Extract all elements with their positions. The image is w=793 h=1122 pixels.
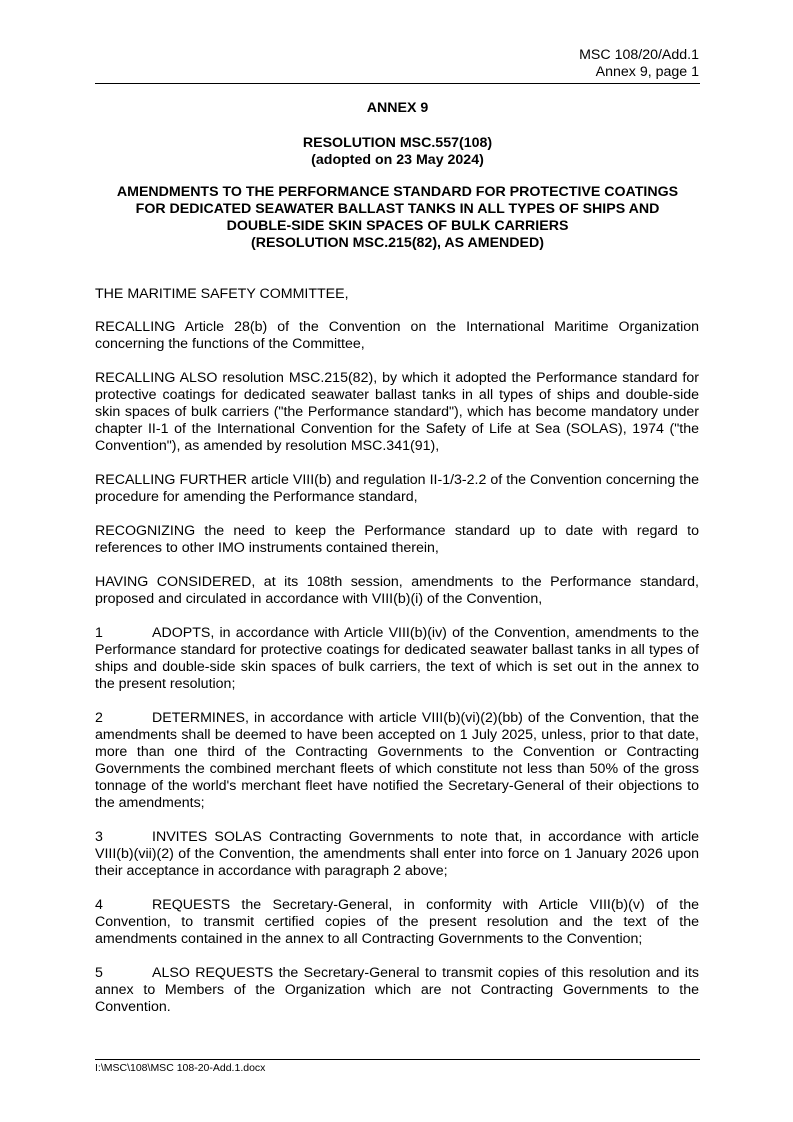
paragraph-number: 4: [95, 897, 103, 913]
resolution-heading: [96, 135, 699, 169]
page-reference: Annex 9, page 1: [595, 64, 699, 80]
resolution-adopted-date: (adopted on 23 May 2024): [311, 152, 484, 168]
resolution-body: [95, 286, 699, 1033]
preamble-paragraph: RECALLING FURTHER article VIII(b) and regulation II-1/3-2.2 of the Convention concerning the procedure for amending the Performance standard,: [95, 472, 699, 505]
operative-paragraph: [95, 625, 699, 693]
paragraph-number: 2: [95, 710, 103, 726]
amendments-title-line: (RESOLUTION MSC.215(82), AS AMENDED): [251, 235, 544, 251]
paragraph-number: 5: [95, 965, 103, 981]
resolution-title: RESOLUTION MSC.557(108): [302, 135, 493, 151]
operative-paragraph: [95, 897, 699, 948]
paragraph-text: ADOPTS, in accordance with Article VIII(b)(iv) of the Convention, amendments to the Performance standard for protective coatings for dedicated seawater ballast tanks in all types of ships and double-side skin spaces of bulk carriers, the text of which is set out in the annex to the present resolution;: [95, 625, 699, 692]
annex-title: ANNEX 9: [366, 100, 429, 116]
preamble-paragraph: HAVING CONSIDERED, at its 108th session, amendments to the Performance standard, proposed and circulated in accordance with VIII(b)(i) of the Convention,: [95, 574, 699, 607]
operative-paragraph: [95, 710, 699, 812]
paragraph-text: INVITES SOLAS Contracting Governments to note that, in accordance with article VIII(b)(vii)(2) of the Convention, the amendments shall enter into force on 1 January 2026 upon their acceptance in accordance with paragraph 2 above;: [95, 829, 699, 879]
preamble-paragraph: RECALLING Article 28(b) of the Convention on the International Maritime Organization concerning the functions of the Committee,: [95, 319, 699, 352]
document-reference: MSC 108/20/Add.1: [579, 47, 699, 63]
preamble-committee: THE MARITIME SAFETY COMMITTEE,: [95, 286, 349, 302]
page-header: [96, 47, 699, 81]
operative-paragraph: [95, 829, 699, 880]
amendments-title-line: AMENDMENTS TO THE PERFORMANCE STANDARD FOR PROTECTIVE COATINGS: [116, 184, 679, 200]
paragraph-text: DETERMINES, in accordance with article VIII(b)(vi)(2)(bb) of the Convention, that the amendments shall be deemed to have been accepted on 1 July 2025, unless, prior to that date, more than one third of the Contracting Governments to the Convention or Contracting Governments the combined merchant fleets of which constitute not less than 50% of the gross tonnage of the world's merchant fleet have notified the Secretary-General of their objections to the amendments;: [95, 710, 699, 811]
preamble-paragraph: RECALLING ALSO resolution MSC.215(82), by which it adopted the Performance standard for protective coatings for dedicated seawater ballast tanks in all types of ships and double-side skin spaces of bulk carriers ("the Performance standard"), which has become mandatory under chapter II-1 of the International Convention for the Safety of Life at Sea (SOLAS), 1974 ("the Convention"), as amended by resolution MSC.341(91),: [95, 370, 699, 454]
operative-paragraph: [95, 965, 699, 1016]
footer-file-path: I:\MSC\108\MSC 108-20-Add.1.docx: [95, 1062, 266, 1074]
paragraph-text: REQUESTS the Secretary-General, in conformity with Article VIII(b)(v) of the Convention, to transmit certified copies of the present resolution and the text of the amendments contained in the annex to all Contracting Governments to the Convention;: [95, 897, 699, 947]
amendments-title-line: DOUBLE-SIDE SKIN SPACES OF BULK CARRIERS: [226, 218, 569, 234]
footer-divider: [95, 1059, 700, 1060]
paragraph-text: ALSO REQUESTS the Secretary-General to transmit copies of this resolution and its annex to Members of the Organization which are not Contracting Governments to the Convention.: [95, 965, 699, 1015]
paragraph-number: 1: [95, 625, 103, 641]
header-divider: [95, 83, 700, 84]
amendments-title-line: FOR DEDICATED SEAWATER BALLAST TANKS IN ALL TYPES OF SHIPS AND: [135, 201, 660, 217]
paragraph-number: 3: [95, 829, 103, 845]
amendments-title: [96, 184, 699, 252]
preamble-paragraph: RECOGNIZING the need to keep the Performance standard up to date with regard to references to other IMO instruments contained therein,: [95, 523, 699, 556]
